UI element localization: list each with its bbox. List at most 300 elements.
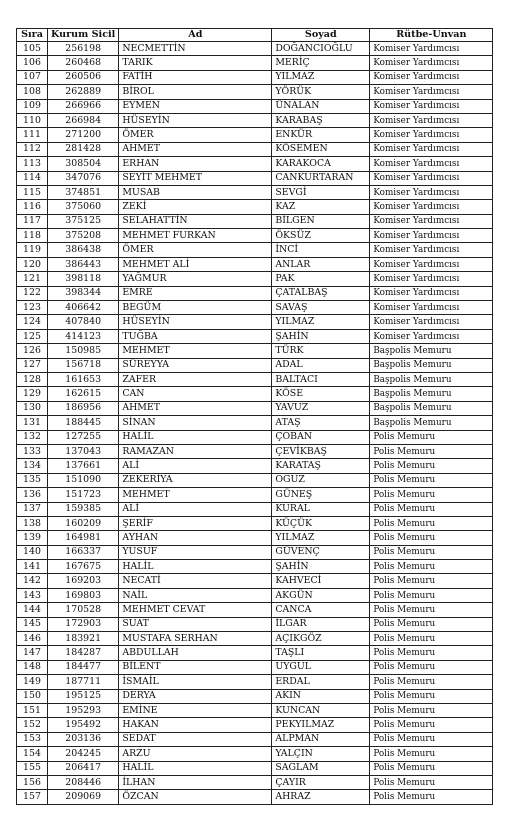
header-soyad: Soyad xyxy=(272,29,370,42)
cell-soyad: PEKYILMAZ xyxy=(272,718,370,732)
cell-sira: 151 xyxy=(17,703,48,717)
cell-rutbe-unvan: Komiser Yardımcısı xyxy=(370,70,493,84)
cell-sira: 123 xyxy=(17,301,48,315)
cell-sira: 107 xyxy=(17,70,48,84)
cell-ad: NECMETTİN xyxy=(119,42,272,56)
table-row xyxy=(17,301,493,315)
cell-rutbe-unvan: Polis Memuru xyxy=(370,531,493,545)
cell-rutbe-unvan: Polis Memuru xyxy=(370,689,493,703)
table-row xyxy=(17,42,493,56)
cell-kurum-sicil: 375060 xyxy=(48,200,119,214)
cell-soyad: KÖSEMEN xyxy=(272,142,370,156)
cell-rutbe-unvan: Komiser Yardımcısı xyxy=(370,142,493,156)
cell-sira: 105 xyxy=(17,42,48,56)
cell-soyad: KARATAŞ xyxy=(272,459,370,473)
cell-kurum-sicil: 160209 xyxy=(48,516,119,530)
cell-ad: SEDAT xyxy=(119,732,272,746)
cell-soyad: GÜNEŞ xyxy=(272,488,370,502)
table-row xyxy=(17,85,493,99)
cell-rutbe-unvan: Başpolis Memuru xyxy=(370,344,493,358)
cell-kurum-sicil: 150985 xyxy=(48,344,119,358)
cell-rutbe-unvan: Polis Memuru xyxy=(370,761,493,775)
cell-soyad: TÜRK xyxy=(272,344,370,358)
cell-rutbe-unvan: Polis Memuru xyxy=(370,473,493,487)
cell-rutbe-unvan: Polis Memuru xyxy=(370,560,493,574)
cell-kurum-sicil: 208446 xyxy=(48,775,119,789)
cell-sira: 139 xyxy=(17,531,48,545)
cell-soyad: AHRAZ xyxy=(272,790,370,804)
cell-sira: 154 xyxy=(17,747,48,761)
cell-kurum-sicil: 187711 xyxy=(48,675,119,689)
table-row xyxy=(17,660,493,674)
cell-kurum-sicil: 374851 xyxy=(48,185,119,199)
cell-ad: MEHMET ALİ xyxy=(119,257,272,271)
cell-rutbe-unvan: Başpolis Memuru xyxy=(370,401,493,415)
cell-rutbe-unvan: Polis Memuru xyxy=(370,718,493,732)
table-header-row xyxy=(17,29,493,42)
cell-ad: İSMAİL xyxy=(119,675,272,689)
cell-sira: 118 xyxy=(17,229,48,243)
table-row xyxy=(17,747,493,761)
cell-soyad: AKGÜN xyxy=(272,588,370,602)
cell-kurum-sicil: 262889 xyxy=(48,85,119,99)
cell-rutbe-unvan: Başpolis Memuru xyxy=(370,372,493,386)
table-row xyxy=(17,488,493,502)
cell-ad: BİLENT xyxy=(119,660,272,674)
cell-soyad: GÜVENÇ xyxy=(272,545,370,559)
cell-ad: AHMET xyxy=(119,142,272,156)
cell-kurum-sicil: 195492 xyxy=(48,718,119,732)
cell-soyad: ALPMAN xyxy=(272,732,370,746)
cell-kurum-sicil: 170528 xyxy=(48,603,119,617)
cell-sira: 133 xyxy=(17,444,48,458)
cell-kurum-sicil: 137043 xyxy=(48,444,119,458)
table-row xyxy=(17,372,493,386)
cell-rutbe-unvan: Komiser Yardımcısı xyxy=(370,272,493,286)
cell-ad: MUSTAFA SERHAN xyxy=(119,632,272,646)
cell-sira: 115 xyxy=(17,185,48,199)
cell-ad: HALİL xyxy=(119,430,272,444)
cell-sira: 125 xyxy=(17,329,48,343)
table-row xyxy=(17,775,493,789)
cell-sira: 129 xyxy=(17,387,48,401)
cell-rutbe-unvan: Polis Memuru xyxy=(370,617,493,631)
cell-kurum-sicil: 414123 xyxy=(48,329,119,343)
cell-soyad: ATAŞ xyxy=(272,416,370,430)
cell-rutbe-unvan: Polis Memuru xyxy=(370,632,493,646)
cell-rutbe-unvan: Polis Memuru xyxy=(370,732,493,746)
cell-ad: NAİL xyxy=(119,588,272,602)
cell-soyad: OĞUZ xyxy=(272,473,370,487)
table-row xyxy=(17,516,493,530)
table-row xyxy=(17,128,493,142)
table-row xyxy=(17,272,493,286)
cell-rutbe-unvan: Komiser Yardımcısı xyxy=(370,157,493,171)
cell-sira: 147 xyxy=(17,646,48,660)
table-row xyxy=(17,718,493,732)
table-row xyxy=(17,56,493,70)
cell-soyad: ÇOBAN xyxy=(272,430,370,444)
cell-kurum-sicil: 256198 xyxy=(48,42,119,56)
cell-soyad: İNCİ xyxy=(272,243,370,257)
cell-ad: RAMAZAN xyxy=(119,444,272,458)
cell-kurum-sicil: 167675 xyxy=(48,560,119,574)
cell-kurum-sicil: 151090 xyxy=(48,473,119,487)
cell-rutbe-unvan: Komiser Yardımcısı xyxy=(370,128,493,142)
cell-soyad: ÇEVİKBAŞ xyxy=(272,444,370,458)
cell-rutbe-unvan: Komiser Yardımcısı xyxy=(370,214,493,228)
cell-soyad: KAHVECİ xyxy=(272,574,370,588)
cell-ad: FATİH xyxy=(119,70,272,84)
document-page xyxy=(16,28,493,805)
cell-soyad: KAZ xyxy=(272,200,370,214)
cell-rutbe-unvan: Başpolis Memuru xyxy=(370,387,493,401)
cell-kurum-sicil: 169203 xyxy=(48,574,119,588)
cell-ad: SELAHATTİN xyxy=(119,214,272,228)
cell-kurum-sicil: 127255 xyxy=(48,430,119,444)
cell-rutbe-unvan: Polis Memuru xyxy=(370,574,493,588)
cell-kurum-sicil: 161653 xyxy=(48,372,119,386)
cell-ad: ÖZCAN xyxy=(119,790,272,804)
cell-soyad: AKIN xyxy=(272,689,370,703)
cell-sira: 132 xyxy=(17,430,48,444)
cell-sira: 108 xyxy=(17,85,48,99)
cell-sira: 113 xyxy=(17,157,48,171)
cell-soyad: ÇATALBAŞ xyxy=(272,286,370,300)
cell-soyad: ERDAL xyxy=(272,675,370,689)
cell-ad: SİNAN xyxy=(119,416,272,430)
table-body xyxy=(17,42,493,805)
table-row xyxy=(17,603,493,617)
cell-ad: HÜSEYİN xyxy=(119,113,272,127)
cell-soyad: ŞAHİN xyxy=(272,329,370,343)
cell-rutbe-unvan: Komiser Yardımcısı xyxy=(370,329,493,343)
cell-soyad: YALÇIN xyxy=(272,747,370,761)
cell-soyad: ADAL xyxy=(272,358,370,372)
cell-soyad: KÜÇÜK xyxy=(272,516,370,530)
cell-rutbe-unvan: Komiser Yardımcısı xyxy=(370,56,493,70)
cell-sira: 134 xyxy=(17,459,48,473)
cell-kurum-sicil: 260468 xyxy=(48,56,119,70)
cell-rutbe-unvan: Polis Memuru xyxy=(370,502,493,516)
cell-soyad: KUNCAN xyxy=(272,703,370,717)
cell-kurum-sicil: 206417 xyxy=(48,761,119,775)
cell-soyad: YAVUZ xyxy=(272,401,370,415)
cell-rutbe-unvan: Komiser Yardımcısı xyxy=(370,257,493,271)
cell-kurum-sicil: 375125 xyxy=(48,214,119,228)
table-row xyxy=(17,214,493,228)
cell-soyad: SEVGİ xyxy=(272,185,370,199)
personnel-table xyxy=(16,28,493,805)
cell-soyad: PAK xyxy=(272,272,370,286)
cell-sira: 110 xyxy=(17,113,48,127)
cell-kurum-sicil: 151723 xyxy=(48,488,119,502)
table-row xyxy=(17,689,493,703)
cell-kurum-sicil: 186956 xyxy=(48,401,119,415)
cell-ad: EMRE xyxy=(119,286,272,300)
cell-kurum-sicil: 184287 xyxy=(48,646,119,660)
cell-ad: HALİL xyxy=(119,761,272,775)
table-row xyxy=(17,243,493,257)
table-row xyxy=(17,502,493,516)
cell-sira: 143 xyxy=(17,588,48,602)
cell-soyad: KARAKOCA xyxy=(272,157,370,171)
header-rutbe-unvan: Rütbe-Unvan xyxy=(370,29,493,42)
cell-soyad: ŞAHİN xyxy=(272,560,370,574)
table-row xyxy=(17,344,493,358)
cell-kurum-sicil: 266966 xyxy=(48,99,119,113)
cell-kurum-sicil: 398344 xyxy=(48,286,119,300)
cell-sira: 121 xyxy=(17,272,48,286)
cell-sira: 144 xyxy=(17,603,48,617)
cell-ad: CAN xyxy=(119,387,272,401)
cell-rutbe-unvan: Polis Memuru xyxy=(370,747,493,761)
cell-ad: MEHMET FURKAN xyxy=(119,229,272,243)
cell-kurum-sicil: 209069 xyxy=(48,790,119,804)
cell-ad: HAKAN xyxy=(119,718,272,732)
table-row xyxy=(17,531,493,545)
cell-sira: 126 xyxy=(17,344,48,358)
cell-ad: YAĞMUR xyxy=(119,272,272,286)
table-row xyxy=(17,459,493,473)
cell-kurum-sicil: 195125 xyxy=(48,689,119,703)
cell-ad: MUSAB xyxy=(119,185,272,199)
cell-rutbe-unvan: Komiser Yardımcısı xyxy=(370,113,493,127)
table-row xyxy=(17,732,493,746)
cell-ad: YUSUF xyxy=(119,545,272,559)
table-row xyxy=(17,315,493,329)
cell-kurum-sicil: 386438 xyxy=(48,243,119,257)
cell-kurum-sicil: 188445 xyxy=(48,416,119,430)
cell-sira: 146 xyxy=(17,632,48,646)
cell-sira: 114 xyxy=(17,171,48,185)
cell-kurum-sicil: 184477 xyxy=(48,660,119,674)
cell-rutbe-unvan: Polis Memuru xyxy=(370,790,493,804)
cell-ad: SEYİT MEHMET xyxy=(119,171,272,185)
cell-rutbe-unvan: Polis Memuru xyxy=(370,588,493,602)
cell-soyad: AÇIKGÖZ xyxy=(272,632,370,646)
cell-rutbe-unvan: Polis Memuru xyxy=(370,488,493,502)
cell-soyad: ENKÜR xyxy=(272,128,370,142)
cell-soyad: BİLGEN xyxy=(272,214,370,228)
cell-ad: ÖMER xyxy=(119,243,272,257)
cell-kurum-sicil: 172903 xyxy=(48,617,119,631)
cell-ad: MEHMET xyxy=(119,488,272,502)
cell-soyad: CANKURTARAN xyxy=(272,171,370,185)
cell-rutbe-unvan: Polis Memuru xyxy=(370,603,493,617)
cell-rutbe-unvan: Polis Memuru xyxy=(370,459,493,473)
cell-kurum-sicil: 260506 xyxy=(48,70,119,84)
cell-soyad: ANLAR xyxy=(272,257,370,271)
cell-ad: DERYA xyxy=(119,689,272,703)
cell-soyad: BALTACI xyxy=(272,372,370,386)
cell-ad: ÖMER xyxy=(119,128,272,142)
cell-rutbe-unvan: Komiser Yardımcısı xyxy=(370,42,493,56)
cell-rutbe-unvan: Polis Memuru xyxy=(370,545,493,559)
cell-sira: 156 xyxy=(17,775,48,789)
cell-ad: HÜSEYİN xyxy=(119,315,272,329)
table-row xyxy=(17,416,493,430)
table-row xyxy=(17,387,493,401)
table-row xyxy=(17,444,493,458)
cell-soyad: YILMAZ xyxy=(272,531,370,545)
cell-sira: 153 xyxy=(17,732,48,746)
table-row xyxy=(17,113,493,127)
cell-soyad: ÖKSÜZ xyxy=(272,229,370,243)
cell-sira: 155 xyxy=(17,761,48,775)
cell-sira: 111 xyxy=(17,128,48,142)
cell-rutbe-unvan: Komiser Yardımcısı xyxy=(370,171,493,185)
cell-sira: 112 xyxy=(17,142,48,156)
table-row xyxy=(17,200,493,214)
cell-ad: SUAT xyxy=(119,617,272,631)
cell-kurum-sicil: 195293 xyxy=(48,703,119,717)
header-kurum-sicil: Kurum Sicil xyxy=(48,29,119,42)
cell-ad: BEGÜM xyxy=(119,301,272,315)
cell-sira: 127 xyxy=(17,358,48,372)
cell-rutbe-unvan: Başpolis Memuru xyxy=(370,358,493,372)
cell-sira: 106 xyxy=(17,56,48,70)
cell-sira: 145 xyxy=(17,617,48,631)
table-row xyxy=(17,329,493,343)
cell-sira: 122 xyxy=(17,286,48,300)
header-sira: Sıra xyxy=(17,29,48,42)
cell-sira: 140 xyxy=(17,545,48,559)
cell-kurum-sicil: 156718 xyxy=(48,358,119,372)
cell-rutbe-unvan: Komiser Yardımcısı xyxy=(370,85,493,99)
cell-ad: İLHAN xyxy=(119,775,272,789)
cell-soyad: ÇAYIR xyxy=(272,775,370,789)
table-row xyxy=(17,574,493,588)
cell-kurum-sicil: 203136 xyxy=(48,732,119,746)
table-row xyxy=(17,675,493,689)
table-row xyxy=(17,99,493,113)
cell-sira: 150 xyxy=(17,689,48,703)
cell-sira: 119 xyxy=(17,243,48,257)
cell-rutbe-unvan: Komiser Yardımcısı xyxy=(370,229,493,243)
cell-sira: 138 xyxy=(17,516,48,530)
cell-rutbe-unvan: Polis Memuru xyxy=(370,516,493,530)
table-row xyxy=(17,171,493,185)
cell-kurum-sicil: 386443 xyxy=(48,257,119,271)
cell-rutbe-unvan: Komiser Yardımcısı xyxy=(370,301,493,315)
cell-rutbe-unvan: Polis Memuru xyxy=(370,675,493,689)
cell-soyad: YILMAZ xyxy=(272,315,370,329)
cell-ad: ZAFER xyxy=(119,372,272,386)
cell-kurum-sicil: 308504 xyxy=(48,157,119,171)
cell-soyad: CANCA xyxy=(272,603,370,617)
cell-sira: 130 xyxy=(17,401,48,415)
cell-sira: 131 xyxy=(17,416,48,430)
cell-kurum-sicil: 204245 xyxy=(48,747,119,761)
cell-ad: ZEKİ xyxy=(119,200,272,214)
cell-kurum-sicil: 162615 xyxy=(48,387,119,401)
cell-rutbe-unvan: Polis Memuru xyxy=(370,660,493,674)
cell-sira: 128 xyxy=(17,372,48,386)
cell-ad: ALİ xyxy=(119,459,272,473)
cell-soyad: KÖSE xyxy=(272,387,370,401)
table-row xyxy=(17,257,493,271)
cell-ad: ALİ xyxy=(119,502,272,516)
cell-sira: 149 xyxy=(17,675,48,689)
cell-soyad: UYGUL xyxy=(272,660,370,674)
cell-soyad: KARABAŞ xyxy=(272,113,370,127)
table-row xyxy=(17,142,493,156)
cell-ad: ZEKERİYA xyxy=(119,473,272,487)
cell-sira: 148 xyxy=(17,660,48,674)
table-row xyxy=(17,430,493,444)
cell-ad: BİROL xyxy=(119,85,272,99)
cell-kurum-sicil: 164981 xyxy=(48,531,119,545)
cell-ad: ŞERİF xyxy=(119,516,272,530)
cell-soyad: YILMAZ xyxy=(272,70,370,84)
table-row xyxy=(17,632,493,646)
cell-rutbe-unvan: Komiser Yardımcısı xyxy=(370,185,493,199)
table-row xyxy=(17,761,493,775)
table-row xyxy=(17,473,493,487)
cell-kurum-sicil: 406642 xyxy=(48,301,119,315)
cell-ad: AHMET xyxy=(119,401,272,415)
cell-ad: SÜREYYA xyxy=(119,358,272,372)
cell-ad: EMİNE xyxy=(119,703,272,717)
cell-ad: ARZU xyxy=(119,747,272,761)
cell-sira: 152 xyxy=(17,718,48,732)
cell-ad: ERHAN xyxy=(119,157,272,171)
cell-soyad: SAĞLAM xyxy=(272,761,370,775)
cell-soyad: KURAL xyxy=(272,502,370,516)
cell-rutbe-unvan: Komiser Yardımcısı xyxy=(370,286,493,300)
cell-rutbe-unvan: Polis Memuru xyxy=(370,430,493,444)
cell-kurum-sicil: 159385 xyxy=(48,502,119,516)
cell-kurum-sicil: 169803 xyxy=(48,588,119,602)
cell-rutbe-unvan: Komiser Yardımcısı xyxy=(370,315,493,329)
cell-kurum-sicil: 137661 xyxy=(48,459,119,473)
cell-ad: ABDULLAH xyxy=(119,646,272,660)
table-row xyxy=(17,646,493,660)
cell-sira: 109 xyxy=(17,99,48,113)
cell-ad: TARIK xyxy=(119,56,272,70)
cell-ad: TUĞBA xyxy=(119,329,272,343)
table-row xyxy=(17,229,493,243)
table-row xyxy=(17,401,493,415)
cell-sira: 157 xyxy=(17,790,48,804)
cell-sira: 124 xyxy=(17,315,48,329)
cell-sira: 137 xyxy=(17,502,48,516)
cell-ad: HALİL xyxy=(119,560,272,574)
table-row xyxy=(17,157,493,171)
cell-kurum-sicil: 266984 xyxy=(48,113,119,127)
cell-sira: 135 xyxy=(17,473,48,487)
cell-sira: 142 xyxy=(17,574,48,588)
table-row xyxy=(17,790,493,804)
cell-rutbe-unvan: Polis Memuru xyxy=(370,444,493,458)
table-row xyxy=(17,185,493,199)
cell-kurum-sicil: 183921 xyxy=(48,632,119,646)
cell-soyad: DOĞANCIOĞLU xyxy=(272,42,370,56)
cell-ad: MEHMET CEVAT xyxy=(119,603,272,617)
cell-rutbe-unvan: Komiser Yardımcısı xyxy=(370,243,493,257)
table-row xyxy=(17,588,493,602)
cell-sira: 136 xyxy=(17,488,48,502)
cell-soyad: TAŞLI xyxy=(272,646,370,660)
table-row xyxy=(17,358,493,372)
cell-rutbe-unvan: Komiser Yardımcısı xyxy=(370,200,493,214)
cell-kurum-sicil: 271200 xyxy=(48,128,119,142)
cell-soyad: SAVAŞ xyxy=(272,301,370,315)
cell-soyad: İLGAR xyxy=(272,617,370,631)
cell-rutbe-unvan: Polis Memuru xyxy=(370,646,493,660)
cell-kurum-sicil: 407840 xyxy=(48,315,119,329)
